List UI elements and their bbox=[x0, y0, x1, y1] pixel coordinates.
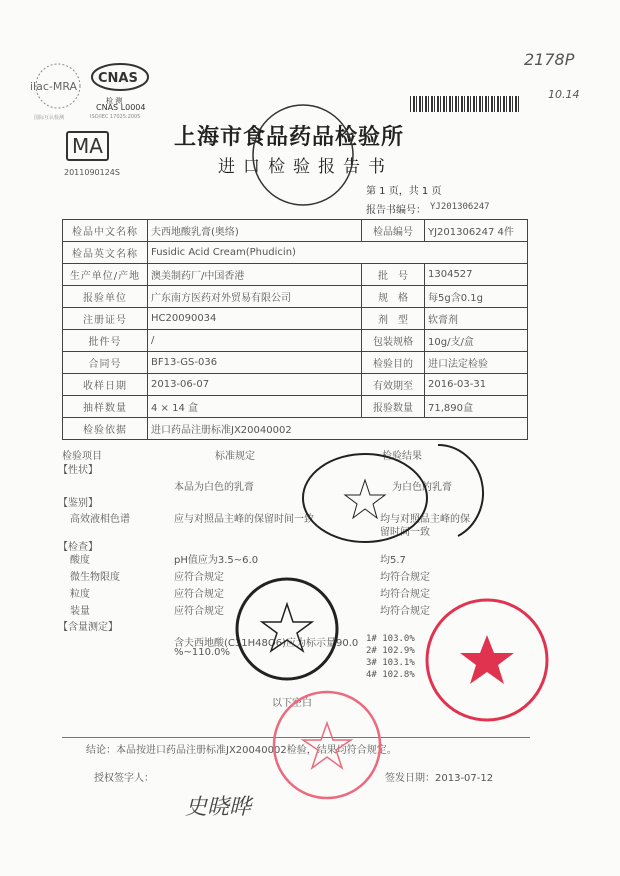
field-label: 报验单位 bbox=[63, 286, 148, 308]
field-value: 1304527 bbox=[425, 264, 528, 286]
hplc-standard: 应与对照品主峰的保留时间一致 bbox=[174, 514, 314, 525]
handwritten-note: 2178P bbox=[524, 50, 575, 69]
cma-number: 2011090124S bbox=[64, 168, 120, 177]
cma-logo: MA bbox=[66, 131, 109, 161]
appearance-standard: 本品为白色的乳膏 bbox=[174, 482, 254, 493]
info-row bbox=[63, 308, 528, 330]
field-label: 合同号 bbox=[63, 352, 148, 374]
page-info: 第 1 页，共 1 页 bbox=[366, 186, 442, 197]
field-value: HC20090034 bbox=[148, 308, 362, 330]
hplc-result: 均与对照品主峰的保 bbox=[380, 514, 470, 525]
field-label: 规 格 bbox=[362, 286, 425, 308]
field-value: / bbox=[148, 330, 362, 352]
field-label: 检验依据 bbox=[63, 418, 148, 440]
info-row bbox=[63, 374, 528, 396]
field-value: 进口药品注册标准JX20040002 bbox=[148, 418, 528, 440]
signer-label: 授权签字人： bbox=[94, 773, 154, 784]
field-label: 收样日期 bbox=[63, 374, 148, 396]
col-standard: 标准规定 bbox=[215, 451, 255, 462]
cnas-caption: 检 测 bbox=[106, 97, 123, 105]
assay-result: 3# 103.1% bbox=[366, 658, 415, 668]
field-value: 澳美制药厂/中国香港 bbox=[148, 264, 362, 286]
info-row bbox=[63, 220, 528, 242]
col-result: 检验结果 bbox=[382, 451, 422, 462]
info-row bbox=[63, 330, 528, 352]
ilac-logo bbox=[28, 58, 88, 118]
assay-result: 2# 102.9% bbox=[366, 646, 415, 656]
stamp-quality-dept bbox=[300, 450, 430, 550]
blank-marker: 以下空白 bbox=[272, 698, 312, 709]
test-result: 均符合规定 bbox=[380, 606, 430, 617]
svg-text:CNAS: CNAS bbox=[98, 71, 138, 86]
test-result: 均5.7 bbox=[380, 555, 406, 566]
field-label: 注册证号 bbox=[63, 308, 148, 330]
sample-info-table bbox=[62, 219, 528, 440]
cnas-number: CNAS L0004 bbox=[96, 103, 146, 112]
hplc-item: 高效液相色谱 bbox=[70, 514, 130, 525]
signature: 史晓晔 bbox=[185, 795, 252, 820]
field-value: 进口法定检验 bbox=[425, 352, 528, 374]
test-item: 酸度 bbox=[70, 555, 90, 566]
section-assay: 【含量测定】 bbox=[58, 622, 118, 633]
field-label: 检品英文名称 bbox=[63, 242, 148, 264]
field-value: 广东南方医药对外贸易有限公司 bbox=[148, 286, 362, 308]
test-standard: 应符合规定 bbox=[174, 589, 224, 600]
stamp-trade-company bbox=[232, 574, 342, 684]
handwritten-note: 10.14 bbox=[548, 88, 580, 101]
field-label: 检品中文名称 bbox=[63, 220, 148, 242]
field-label: 批件号 bbox=[63, 330, 148, 352]
test-item: 微生物限度 bbox=[70, 572, 120, 583]
col-item: 检验项目 bbox=[62, 451, 102, 462]
assay-result: 4# 102.8% bbox=[366, 670, 415, 680]
assay-standard: 含夫西地酸(C31H48O6)应为标示量90.0 bbox=[174, 638, 359, 649]
issue-date: 2013-07-12 bbox=[435, 773, 494, 784]
stamp-red-quality bbox=[270, 688, 385, 803]
report-no-label: 报告书编号： bbox=[366, 205, 426, 216]
stamp-partial bbox=[418, 440, 508, 540]
field-label: 报验数量 bbox=[362, 396, 425, 418]
test-item: 装量 bbox=[70, 606, 90, 617]
field-label: 剂 型 bbox=[362, 308, 425, 330]
field-value: 夫西地酸乳膏(奥络) bbox=[148, 220, 362, 242]
field-value: BF13-GS-036 bbox=[148, 352, 362, 374]
info-row bbox=[63, 242, 528, 264]
field-label: 抽样数量 bbox=[63, 396, 148, 418]
test-result: 均符合规定 bbox=[380, 572, 430, 583]
field-label: 批 号 bbox=[362, 264, 425, 286]
field-value: 软膏剂 bbox=[425, 308, 528, 330]
ilac-caption: 国际互认检测 bbox=[34, 115, 65, 121]
test-standard: 应符合规定 bbox=[174, 606, 224, 617]
info-row bbox=[63, 286, 528, 308]
info-row bbox=[63, 396, 528, 418]
section-identification: 【鉴别】 bbox=[58, 498, 98, 509]
report-title: 进口检验报告书 bbox=[218, 157, 393, 177]
field-label: 包装规格 bbox=[362, 330, 425, 352]
field-value: 每5g含0.1g bbox=[425, 286, 528, 308]
info-row bbox=[63, 352, 528, 374]
assay-standard-cont: %~110.0% bbox=[174, 647, 231, 658]
field-label: 检品编号 bbox=[362, 220, 425, 242]
field-label: 检验目的 bbox=[362, 352, 425, 374]
info-row bbox=[63, 418, 528, 440]
field-value: 10g/支/盒 bbox=[425, 330, 528, 352]
test-item: 粒度 bbox=[70, 589, 90, 600]
appearance-result: 为白色的乳膏 bbox=[392, 482, 452, 493]
institute-name: 上海市食品药品检验所 bbox=[174, 125, 405, 150]
report-no: YJ201306247 bbox=[430, 202, 490, 212]
field-value: 2013-06-07 bbox=[148, 374, 362, 396]
field-label: 生产单位/产地 bbox=[63, 264, 148, 286]
field-value: Fusidic Acid Cream(Phudicin) bbox=[148, 242, 528, 264]
test-result: 均符合规定 bbox=[380, 589, 430, 600]
stamp-red-pharma bbox=[422, 595, 552, 725]
field-label: 有效期至 bbox=[362, 374, 425, 396]
field-value: 71,890盒 bbox=[425, 396, 528, 418]
test-standard: pH值应为3.5~6.0 bbox=[174, 555, 259, 566]
conclusion: 结论：本品按进口药品注册标准JX20040002检验，结果均符合规定。 bbox=[86, 745, 397, 756]
institute-stamp bbox=[248, 100, 358, 210]
svg-text:ilac-MRA: ilac-MRA bbox=[30, 80, 78, 93]
section-appearance: 【性状】 bbox=[58, 465, 98, 476]
field-value: 4 × 14 盒 bbox=[148, 396, 362, 418]
date-label: 签发日期： bbox=[385, 773, 435, 784]
section-tests: 【检查】 bbox=[58, 542, 98, 553]
test-standard: 应符合规定 bbox=[174, 572, 224, 583]
field-value: YJ201306247 4件 bbox=[425, 220, 528, 242]
assay-result: 1# 103.0% bbox=[366, 634, 415, 644]
field-value: 2016-03-31 bbox=[425, 374, 528, 396]
cnas-iso: ISO/IEC 17025:2005 bbox=[90, 114, 141, 120]
barcode bbox=[410, 96, 520, 112]
cnas-logo bbox=[90, 60, 150, 94]
hplc-result-cont: 留时间一致 bbox=[380, 527, 430, 538]
info-row bbox=[63, 264, 528, 286]
